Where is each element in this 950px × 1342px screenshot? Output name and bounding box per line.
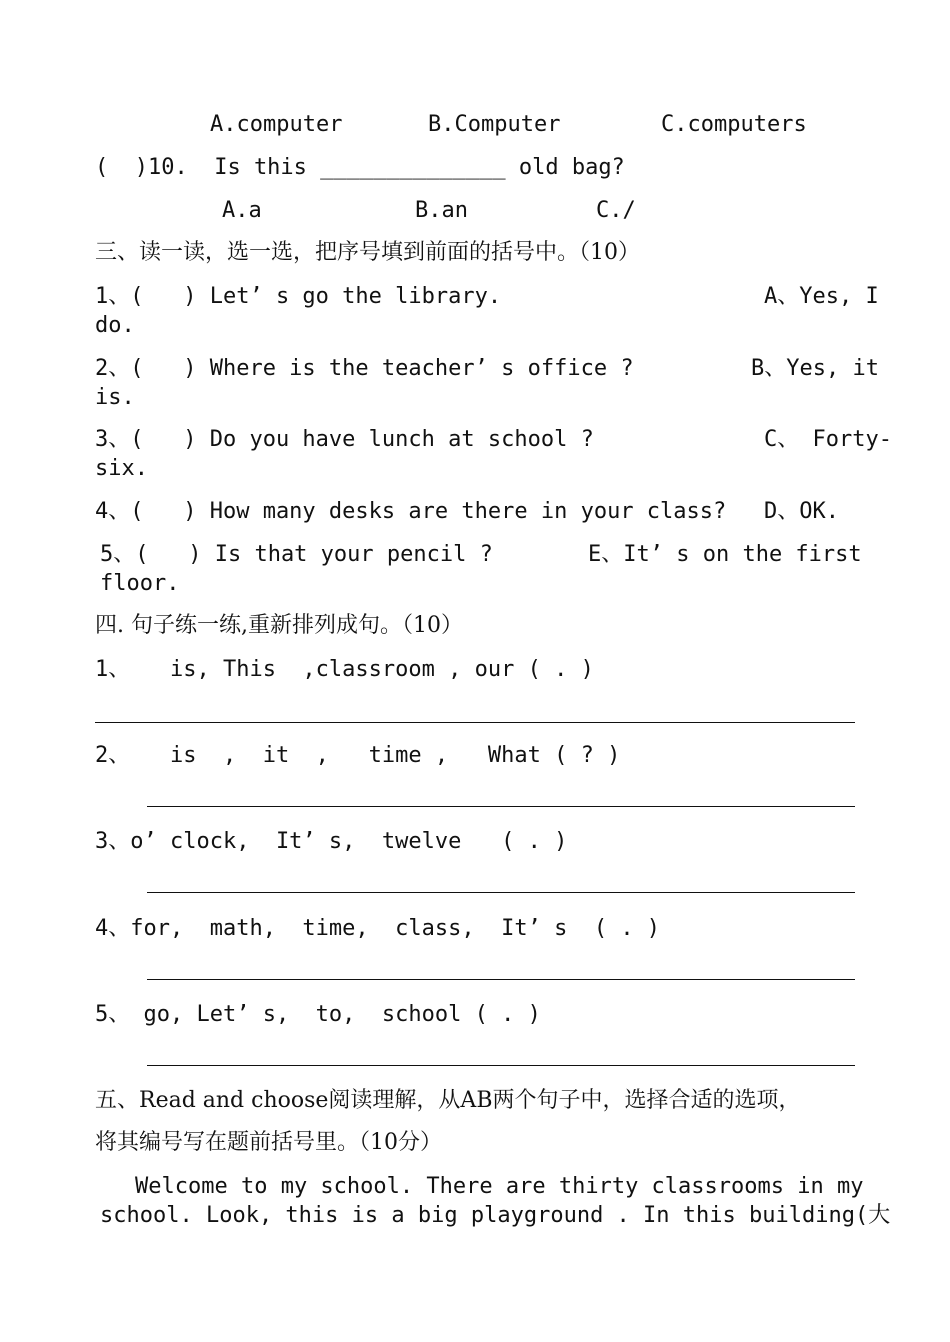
section4-title: 四. 句子练一练,重新排列成句。（10） bbox=[95, 613, 463, 638]
section3-answer-a: A、Yes, I bbox=[764, 284, 879, 309]
section3-answer-e: E、It’ s on the first bbox=[588, 542, 862, 567]
q9-option-c: C.computers bbox=[661, 112, 807, 137]
section5-title-line1: 五、Read and choose阅读理解，从AB两个句子中，选择合适的选项， bbox=[95, 1088, 801, 1113]
section3-question-2: 2、( ) Where is the teacher’ s office ? bbox=[95, 356, 634, 381]
q10-option-b: B.an bbox=[415, 198, 468, 223]
section3-question-1: 1、( ) Let’ s go the library. bbox=[95, 284, 502, 309]
answer-line-2[interactable] bbox=[147, 806, 855, 807]
section3-question-4: 4、( ) How many desks are there in your class? bbox=[95, 499, 727, 524]
q10-stem: ( )10. Is this ______________ old bag? bbox=[95, 155, 625, 180]
section3-answer-c-wrap: six. bbox=[95, 456, 148, 481]
q10-option-c: C./ bbox=[596, 198, 636, 223]
passage-line-2: school. Look, this is a big playground . In this building(大 bbox=[100, 1203, 891, 1228]
section3-answer-b: B、Yes, it bbox=[751, 356, 879, 381]
section3-question-5: 5、( ) Is that your pencil ? bbox=[100, 542, 493, 567]
section4-item-2: 2、 is , it , time , What ( ? ) bbox=[95, 743, 621, 768]
section3-answer-c: C、 Forty- bbox=[764, 427, 892, 452]
answer-line-4[interactable] bbox=[147, 979, 855, 980]
section5-title-line2: 将其编号写在题前括号里。（10分） bbox=[95, 1130, 442, 1155]
section3-answer-b-wrap: is. bbox=[95, 385, 135, 410]
answer-line-5[interactable] bbox=[147, 1065, 855, 1066]
section4-item-4: 4、for, math, time, class, It’ s ( . ) bbox=[95, 916, 661, 941]
section3-title: 三、读一读，选一选，把序号填到前面的括号中。（10） bbox=[95, 240, 640, 265]
section3-answer-d: D、OK. bbox=[764, 499, 839, 524]
section3-question-3: 3、( ) Do you have lunch at school ? bbox=[95, 427, 594, 452]
passage-line-1: Welcome to my school. There are thirty classrooms in my bbox=[135, 1174, 864, 1199]
section3-answer-a-wrap: do. bbox=[95, 313, 135, 338]
q9-option-b: B.Computer bbox=[428, 112, 561, 137]
section4-item-3: 3、o’ clock, It’ s, twelve ( . ) bbox=[95, 829, 568, 854]
section4-item-5: 5、 go, Let’ s, to, school ( . ) bbox=[95, 1002, 541, 1027]
q9-option-a: A.computer bbox=[210, 112, 343, 137]
answer-line-1[interactable] bbox=[95, 722, 855, 723]
section4-item-1: 1、 is, This ,classroom , our ( . ) bbox=[95, 657, 594, 682]
answer-line-3[interactable] bbox=[147, 892, 855, 893]
q10-option-a: A.a bbox=[222, 198, 262, 223]
section3-answer-e-wrap: floor. bbox=[100, 571, 180, 596]
